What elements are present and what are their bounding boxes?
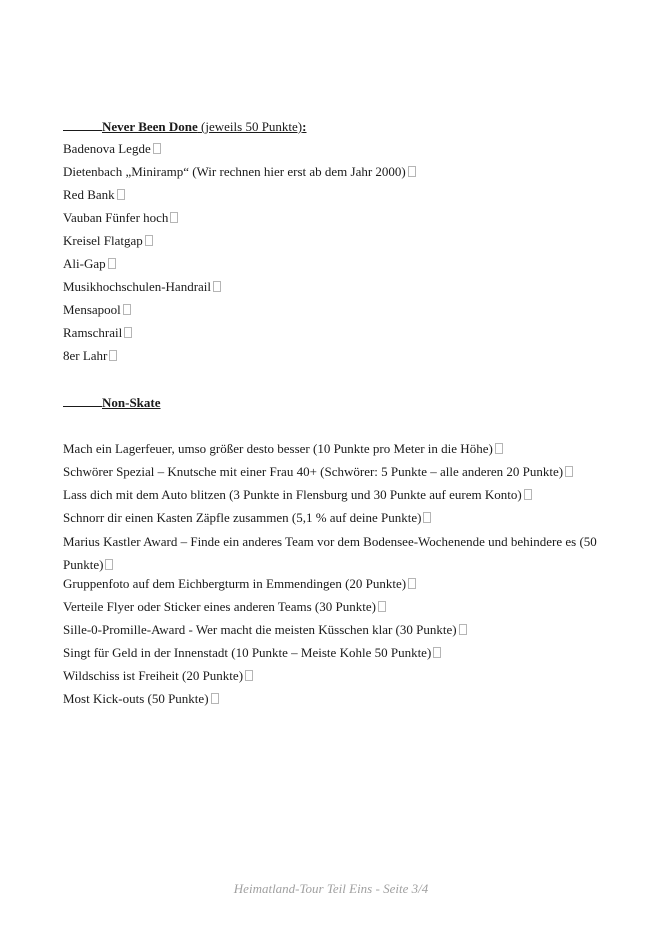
list-item-text: Mach ein Lagerfeuer, umso größer desto besser (10 Punkte pro Meter in die Höhe) <box>63 441 493 456</box>
missing-glyph-icon <box>153 143 161 154</box>
list-item <box>63 325 416 348</box>
missing-glyph-icon <box>245 670 253 681</box>
non-skate-list <box>63 441 603 714</box>
missing-glyph-icon <box>108 258 116 269</box>
missing-glyph-icon <box>524 489 532 500</box>
list-item <box>63 645 603 668</box>
list-item-text: Schnorr dir einen Kasten Zäpfle zusammen (5,1 % auf deine Punkte) <box>63 510 422 525</box>
list-item-text: Ali-Gap <box>63 256 106 271</box>
list-item <box>63 141 416 164</box>
list-item-text: Marius Kastler Award – Finde ein anderes Team vor dem Bodensee-Wochenende und behindere es (50 Punkte) <box>63 534 597 572</box>
list-item <box>63 187 416 210</box>
missing-glyph-icon <box>565 466 573 477</box>
list-item-text: Musikhochschulen-Handrail <box>63 279 212 294</box>
list-item-text: Schwörer Spezial – Knutsche mit einer Frau 40+ (Schwörer: 5 Punkte – alle anderen 20 Punkte) <box>63 464 564 479</box>
list-item-text: Kreisel Flatgap <box>63 233 143 248</box>
list-item <box>63 576 603 599</box>
never-been-done-list <box>63 141 416 371</box>
section-title: Never Been Done <box>102 119 198 134</box>
missing-glyph-icon <box>378 601 386 612</box>
page-footer: Heimatland-Tour Teil Eins - Seite 3/4 <box>233 881 429 896</box>
list-item <box>63 348 416 371</box>
missing-glyph-icon <box>408 578 416 589</box>
list-item <box>63 256 416 279</box>
section-subtitle: (jeweils 50 Punkte) <box>201 119 303 134</box>
heading-indent-rule <box>63 119 102 131</box>
list-item-text: 8er Lahr <box>63 348 108 363</box>
list-item <box>63 691 603 714</box>
list-item <box>63 164 416 187</box>
list-item-text: Dietenbach „Miniramp“ (Wir rechnen hier erst ab dem Jahr 2000) <box>63 164 406 179</box>
list-item-text: Sille-0-Promille-Award - Wer macht die meisten Küsschen klar (30 Punkte) <box>63 622 457 637</box>
list-item <box>63 530 603 576</box>
list-item <box>63 599 603 622</box>
list-item <box>63 487 603 510</box>
missing-glyph-icon <box>109 350 117 361</box>
missing-glyph-icon <box>459 624 467 635</box>
section-heading-non-skate <box>63 395 161 411</box>
section-heading-never-been-done <box>63 119 306 135</box>
list-item-text: Singt für Geld in der Innenstadt (10 Punkte – Meiste Kohle 50 Punkte) <box>63 645 432 660</box>
list-item-text: Red Bank <box>63 187 115 202</box>
list-item <box>63 302 416 325</box>
list-item-text: Gruppenfoto auf dem Eichbergturm in Emmendingen (20 Punkte) <box>63 576 407 591</box>
list-item <box>63 233 416 256</box>
list-item <box>63 668 603 691</box>
missing-glyph-icon <box>433 647 441 658</box>
heading-indent-rule <box>63 395 102 407</box>
missing-glyph-icon <box>105 559 113 570</box>
missing-glyph-icon <box>495 443 503 454</box>
list-item <box>63 622 603 645</box>
list-item-text: Verteile Flyer oder Sticker eines anderen Teams (30 Punkte) <box>63 599 376 614</box>
list-item-text: Lass dich mit dem Auto blitzen (3 Punkte in Flensburg und 30 Punkte auf eurem Konto) <box>63 487 522 502</box>
missing-glyph-icon <box>213 281 221 292</box>
section-colon: : <box>302 119 307 134</box>
list-item <box>63 464 603 487</box>
section-title: Non-Skate <box>102 395 161 410</box>
list-item-text: Badenova Legde <box>63 141 151 156</box>
list-item <box>63 279 416 302</box>
missing-glyph-icon <box>124 327 132 338</box>
list-item-text: Mensapool <box>63 302 121 317</box>
missing-glyph-icon <box>170 212 178 223</box>
missing-glyph-icon <box>408 166 416 177</box>
missing-glyph-icon <box>145 235 153 246</box>
missing-glyph-icon <box>117 189 125 200</box>
missing-glyph-icon <box>123 304 131 315</box>
list-item-text: Ramschrail <box>63 325 123 340</box>
missing-glyph-icon <box>423 512 431 523</box>
missing-glyph-icon <box>211 693 219 704</box>
list-item-text: Vauban Fünfer hoch <box>63 210 169 225</box>
list-item-text: Wildschiss ist Freiheit (20 Punkte) <box>63 668 244 683</box>
list-item <box>63 441 603 464</box>
list-item <box>63 210 416 233</box>
list-item-text: Most Kick-outs (50 Punkte) <box>63 691 209 706</box>
